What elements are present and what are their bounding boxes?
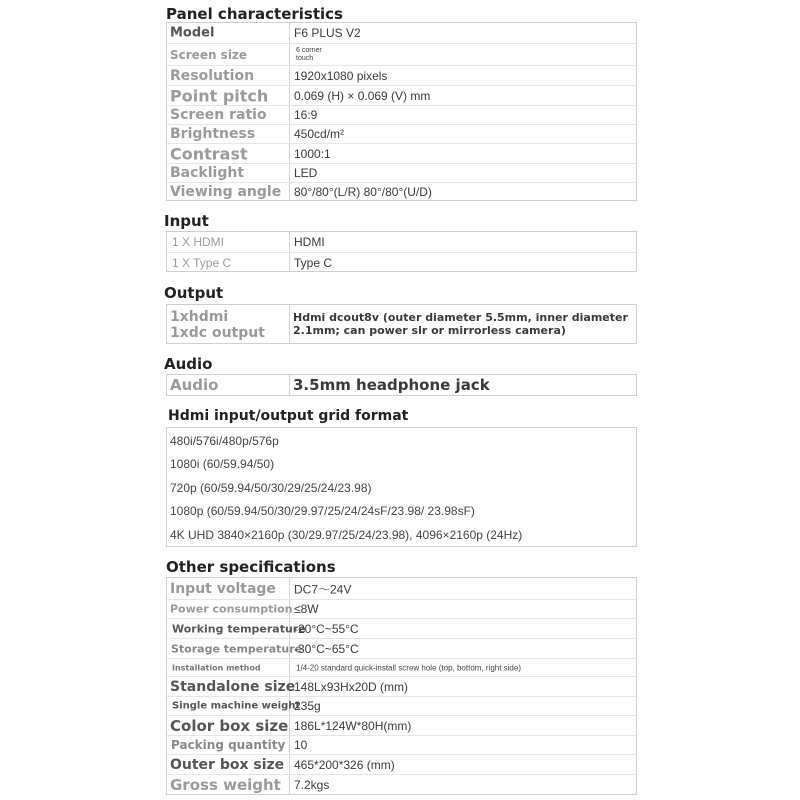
input-heading: Input — [164, 212, 209, 230]
table-row — [167, 754, 636, 774]
table-row — [167, 65, 636, 85]
row-value: 16:9 — [294, 108, 318, 122]
row-label: Gross weight — [170, 776, 281, 794]
row-value: Type C — [294, 255, 333, 270]
row-value: 0.069 (H) × 0.069 (V) mm — [294, 88, 431, 103]
table-row — [167, 599, 636, 618]
table-row — [167, 143, 636, 163]
table-row — [167, 182, 636, 201]
row-value: 450cd/m² — [294, 127, 345, 141]
row-value: 1000:1 — [294, 146, 331, 161]
row-label: Power consumption — [170, 602, 293, 616]
table-row — [167, 715, 636, 735]
table-row — [167, 658, 636, 676]
table-row — [167, 163, 636, 182]
row-label: 1 X Type C — [172, 255, 232, 270]
audio-value: 3.5mm headphone jack — [293, 376, 490, 394]
row-label: Viewing angle — [170, 184, 282, 200]
output-value: Hdmi dcout8v (outer diameter 5.5mm, inner diameter 2.1mm; can power slr or mirrorless camera) — [293, 311, 628, 337]
row-label: Installation method — [172, 663, 261, 672]
row-label: Storage temperature — [171, 642, 303, 655]
row-label: Input voltage — [170, 580, 276, 597]
row-label: Resolution — [170, 67, 255, 84]
table-row — [167, 43, 636, 65]
table-row — [167, 735, 636, 754]
row-label: Outer box size — [170, 756, 285, 773]
table-row — [167, 105, 636, 124]
row-label: Model — [170, 25, 215, 41]
row-value: 186L*124W*80H(mm) — [294, 718, 412, 733]
list-item: 720p (60/59.94/50/30/29/25/24/23.98) — [170, 481, 372, 495]
row-label: Contrast — [170, 144, 248, 163]
audio-table — [166, 374, 637, 396]
output-heading: Output — [164, 284, 224, 302]
table-row — [167, 252, 636, 272]
output-table — [166, 304, 637, 344]
list-item: 1080i (60/59.94/50) — [170, 457, 275, 471]
list-item: 4K UHD 3840×2160p (30/29.97/25/24/23.98), 4096×2160p (24Hz) — [170, 528, 523, 542]
row-label: Screen size — [170, 47, 248, 62]
row-value: -20°C~55°C — [294, 621, 359, 636]
row-value: DC7～24V — [294, 582, 352, 596]
row-label: Working temperature — [172, 622, 306, 635]
row-value: 6 corner touch — [296, 46, 322, 62]
row-value: 1920x1080 pixels — [294, 68, 388, 83]
other-table — [166, 577, 637, 795]
table-row — [167, 85, 636, 105]
row-value: 235g — [294, 699, 321, 713]
list-item: 480i/576i/480p/576p — [170, 434, 279, 448]
row-value: -30°C~65°C — [294, 641, 359, 656]
table-row — [167, 638, 636, 658]
formats-heading: Hdmi input/output grid format — [168, 408, 409, 424]
row-value: 148Lx93Hx20D (mm) — [294, 679, 409, 694]
other-heading: Other specifications — [166, 558, 336, 576]
row-value: HDMI — [294, 235, 325, 249]
table-row — [167, 774, 636, 795]
output-label-line2: 1xdc output — [170, 325, 265, 341]
row-value: 80°/80°(L/R) 80°/80°(U/D) — [294, 185, 432, 199]
row-label: Brightness — [170, 126, 256, 142]
row-label: 1 X HDMI — [172, 235, 225, 249]
row-value: LED — [294, 166, 318, 180]
table-row — [167, 696, 636, 715]
row-label: Standalone size — [170, 678, 296, 695]
audio-heading: Audio — [164, 355, 213, 373]
table-row — [167, 578, 636, 599]
row-label: Color box size — [170, 716, 289, 735]
row-value: 465*200*326 (mm) — [294, 757, 395, 772]
list-item: 1080p (60/59.94/50/30/29.97/25/24/24sF/23.98/ 23.98sF) — [170, 504, 475, 518]
row-value: 10 — [294, 738, 308, 752]
table-row — [167, 676, 636, 696]
formats-table — [166, 427, 637, 547]
table-row — [167, 124, 636, 143]
row-label: Single machine weight — [172, 700, 301, 712]
table-row — [167, 232, 636, 252]
row-value: 7.2kgs — [294, 778, 330, 792]
output-label-line1: 1xhdmi — [170, 309, 229, 325]
panel-heading: Panel characteristics — [166, 5, 343, 23]
table-row — [167, 618, 636, 638]
row-value: ≤8W — [294, 602, 319, 616]
row-value: F6 PLUS V2 — [294, 26, 361, 40]
table-row — [167, 23, 636, 43]
audio-label: Audio — [170, 376, 219, 394]
input-table — [166, 231, 637, 272]
row-label: Point pitch — [170, 86, 269, 105]
row-value: 1/4-20 standard quick-install screw hole (top, bottom, right side) — [296, 663, 521, 672]
panel-table — [166, 22, 637, 201]
row-label: Packing quantity — [171, 738, 286, 752]
row-label: Backlight — [170, 165, 245, 181]
row-label: Screen ratio — [170, 107, 267, 123]
